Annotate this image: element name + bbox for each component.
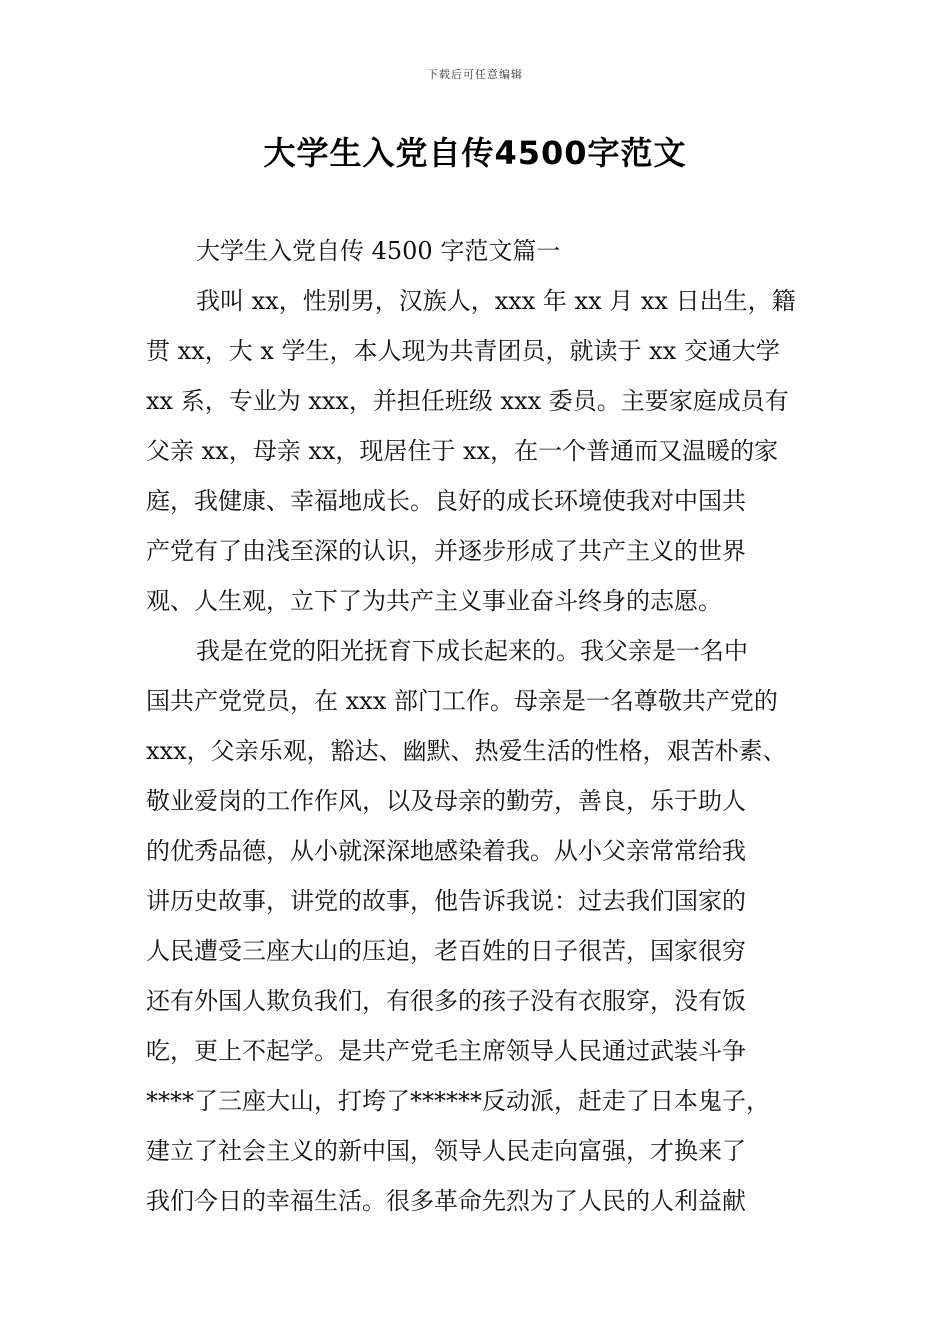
paragraph-2 [146,626,786,1226]
paragraph-1-line: 庭，我健康、幸福地成长。良好的成长环境使我对中国共 [146,487,746,515]
paragraph-1 [146,276,796,626]
paragraph-2-line: 吃，更上不起学。是共产党毛主席领导人民通过武装斗争 [146,1037,746,1065]
paragraph-1-line: 观、人生观，立下了为共产主义事业奋斗终身的志愿。 [146,587,722,615]
paragraph-2-line: 我是在党的阳光抚育下成长起来的。我父亲是一名中 [196,637,748,665]
paragraph-2-line: xxx，父亲乐观，豁达、幽默、热爱生活的性格，艰苦朴素、 [146,737,787,765]
document-title: 大学生入党自传4500字范文 [263,134,687,172]
paragraph-2-line: 我们今日的幸福生活。很多革命先烈为了人民的人利益献 [146,1187,746,1215]
paragraph-2-line: 人民遭受三座大山的压迫，老百姓的日子很苦，国家很穷 [146,937,746,965]
paragraph-2-line: 的优秀品德，从小就深深地感染着我。从小父亲常常给我 [146,837,746,865]
paragraph-1-line: 贯 xx，大 x 学生，本人现为共青团员，就读于 xx 交通大学 [146,337,780,365]
paragraph-2-line: 还有外国人欺负我们，有很多的孩子没有衣服穿，没有饭 [146,987,746,1015]
paragraph-2-line: 建立了社会主义的新中国，领导人民走向富强，才换来了 [146,1137,746,1165]
section-heading [146,226,786,276]
paragraph-1-line: 父亲 xx，母亲 xx，现居住于 xx，在一个普通而又温暖的家 [146,437,779,465]
paragraph-2-line: 讲历史故事，讲党的故事，他告诉我说：过去我们国家的 [146,887,746,915]
section-heading-text: 大学生入党自传 4500 字范文篇一 [196,237,561,265]
paragraph-2-line: 敬业爱岗的工作作风，以及母亲的勤劳，善良，乐于助人 [146,787,746,815]
header-note: 下载后可任意编辑 [427,68,523,81]
paragraph-2-line: 国共产党党员，在 xxx 部门工作。母亲是一名尊敬共产党的 [146,687,778,715]
paragraph-1-line: 产党有了由浅至深的认识，并逐步形成了共产主义的世界 [146,537,746,565]
document-body [146,226,796,1226]
paragraph-1-line: xx 系，专业为 xxx，并担任班级 xxx 委员。主要家庭成员有 [146,387,789,415]
paragraph-1-line: 我叫 xx，性别男，汉族人，xxx 年 xx 月 xx 日出生，籍 [196,287,796,315]
paragraph-2-line: ****了三座大山，打垮了******反动派，赶走了日本鬼子， [146,1087,770,1115]
